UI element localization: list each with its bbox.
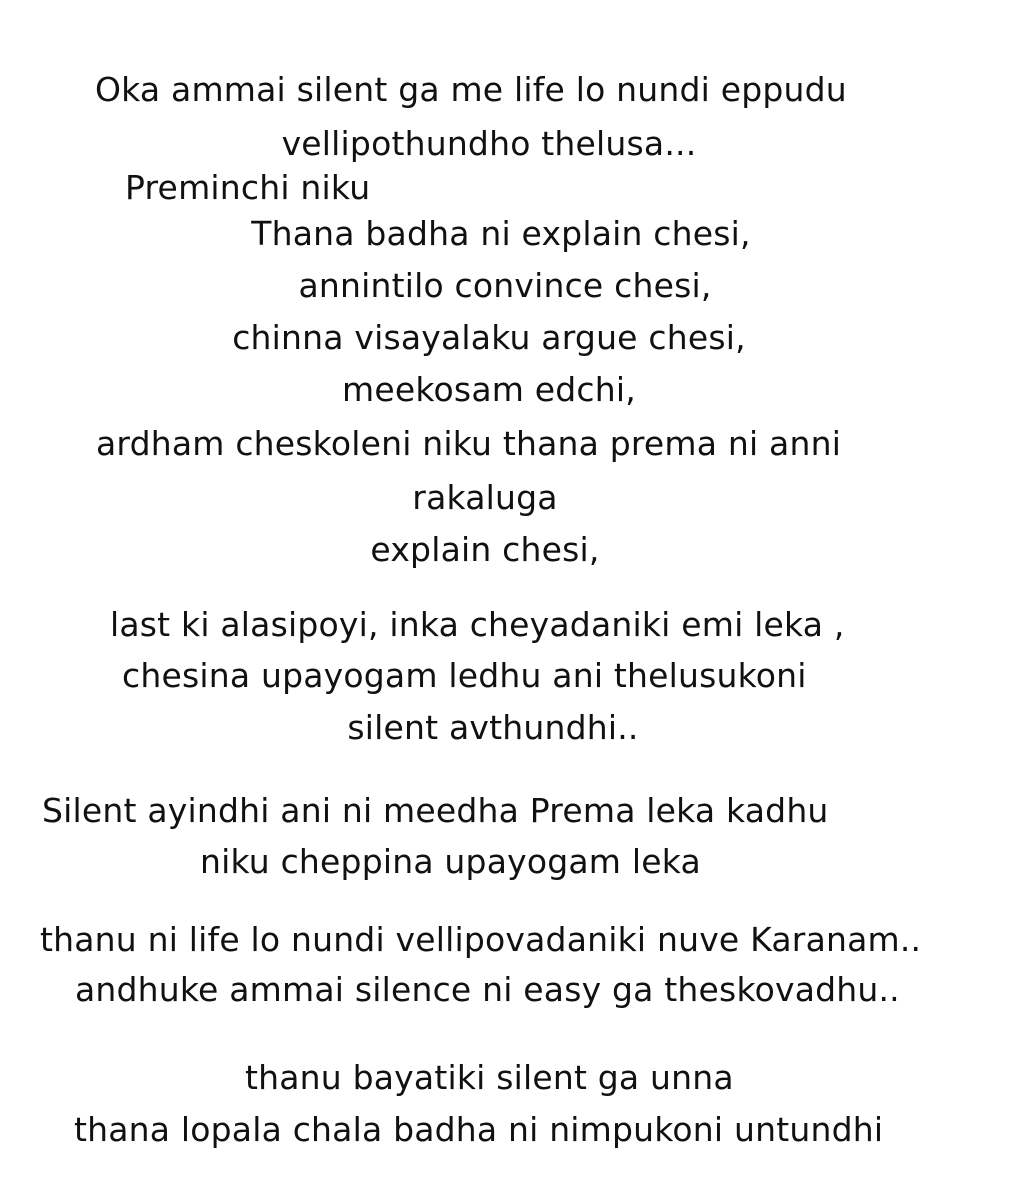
poem-line-8: ardham cheskoleni niku thana prema ni anni: [96, 424, 842, 463]
poem-line-1: Oka ammai silent ga me life lo nundi eppudu: [95, 70, 847, 109]
poem-line-14: Silent ayindhi ani ni meedha Prema leka kadhu: [42, 791, 829, 830]
poem-line-3: Preminchi niku: [125, 168, 371, 207]
poem-line-16: thanu ni life lo nundi vellipovadaniki nuve Karanam..: [40, 920, 922, 959]
poem-line-13: silent avthundhi..: [347, 708, 639, 747]
poem-line-9: rakaluga: [412, 478, 558, 517]
poem-line-18: thanu bayatiki silent ga unna: [245, 1058, 734, 1097]
poem-line-17: andhuke ammai silence ni easy ga theskovadhu..: [75, 970, 900, 1009]
poem-line-7: meekosam edchi,: [342, 370, 636, 409]
poem-line-11: last ki alasipoyi, inka cheyadaniki emi leka ,: [110, 605, 845, 644]
poem-line-4: Thana badha ni explain chesi,: [251, 214, 751, 253]
poem-line-19: thana lopala chala badha ni nimpukoni untundhi: [74, 1110, 884, 1149]
poem-line-15: niku cheppina upayogam leka: [200, 842, 701, 881]
poem-line-10: explain chesi,: [370, 530, 600, 569]
poem-line-2: vellipothundho thelusa...: [281, 124, 697, 163]
poem-line-6: chinna visayalaku argue chesi,: [232, 318, 746, 357]
poem-line-12: chesina upayogam ledhu ani thelusukoni: [122, 656, 807, 695]
poem-line-5: annintilo convince chesi,: [298, 266, 712, 305]
